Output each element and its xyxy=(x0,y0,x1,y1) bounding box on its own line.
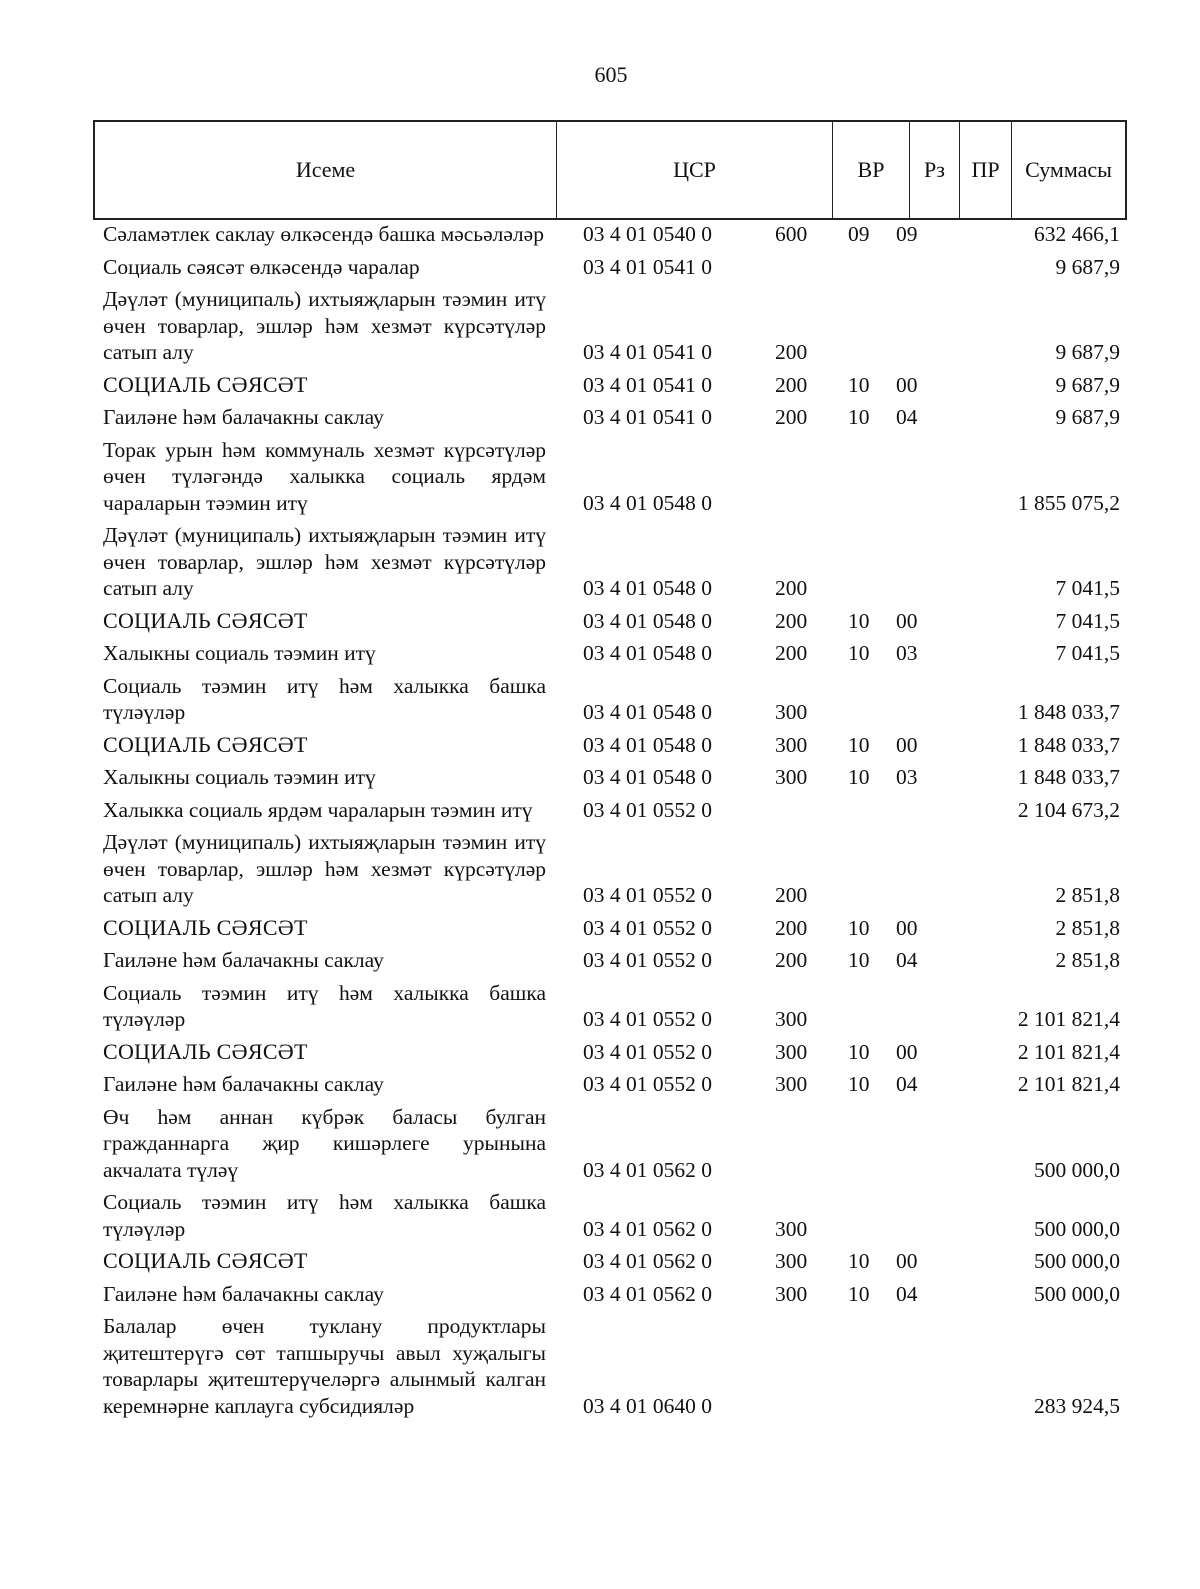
row-csr: 03 4 01 0541 0 xyxy=(583,372,712,397)
row-name: СОЦИАЛЬ СӘЯСӘТ xyxy=(103,1038,308,1064)
row-rz: 10 xyxy=(848,915,870,940)
row-csr: 03 4 01 0548 0 xyxy=(583,732,712,757)
table-row xyxy=(0,254,1200,281)
row-csr: 03 4 01 0548 0 xyxy=(583,608,712,633)
row-vr: 200 xyxy=(775,948,808,972)
row-csr: 03 4 01 0562 0 xyxy=(583,1157,712,1182)
row-rz: 10 xyxy=(848,608,870,633)
header-name: Исеме xyxy=(95,122,557,218)
row-rz: 10 xyxy=(848,1281,870,1306)
row-vr: 200 xyxy=(775,576,808,600)
row-rz: 09 xyxy=(848,222,870,246)
row-sum: 500 000,0 xyxy=(1034,1249,1120,1273)
row-csr: 03 4 01 0548 0 xyxy=(583,490,712,515)
table-header xyxy=(93,120,1127,220)
row-vr: 200 xyxy=(775,608,808,633)
table-row xyxy=(0,1189,1200,1242)
row-name: Дәүләт (муниципаль) ихтыяҗларын тәэмин итү өчен товарлар, эшләр һәм хезмәт күрсәтүләр сатып алу xyxy=(103,830,546,907)
row-name: Халыкны социаль тәэмин итү xyxy=(103,765,376,789)
row-csr: 03 4 01 0562 0 xyxy=(583,1281,712,1306)
table-row xyxy=(0,764,1200,791)
row-vr: 300 xyxy=(775,1249,808,1273)
row-pr: 04 xyxy=(896,948,918,972)
row-sum: 2 851,8 xyxy=(1055,883,1120,907)
row-csr: 03 4 01 0541 0 xyxy=(583,340,712,364)
row-pr: 03 xyxy=(896,641,918,665)
row-vr: 200 xyxy=(775,372,808,397)
table-row xyxy=(0,1281,1200,1308)
row-name: СОЦИАЛЬ СӘЯСӘТ xyxy=(103,914,308,940)
row-csr: 03 4 01 0562 0 xyxy=(583,1216,712,1241)
row-rz: 10 xyxy=(848,372,870,397)
row-pr: 00 xyxy=(896,608,918,633)
row-rz: 10 xyxy=(848,1072,870,1096)
row-rz: 10 xyxy=(848,732,870,757)
row-sum: 2 851,8 xyxy=(1055,948,1120,972)
row-vr: 300 xyxy=(775,1216,808,1241)
row-csr: 03 4 01 0548 0 xyxy=(583,765,712,789)
row-pr: 00 xyxy=(896,915,918,940)
table-row xyxy=(0,1071,1200,1098)
row-name: СОЦИАЛЬ СӘЯСӘТ xyxy=(103,731,308,757)
row-pr: 00 xyxy=(896,1249,918,1273)
table-row xyxy=(0,522,1200,602)
row-sum: 1 848 033,7 xyxy=(1017,700,1120,724)
row-sum: 7 041,5 xyxy=(1055,576,1120,600)
row-vr: 200 xyxy=(775,340,808,364)
row-csr: 03 4 01 0548 0 xyxy=(583,576,712,600)
table-row xyxy=(0,608,1200,635)
row-name: Дәүләт (муниципаль) ихтыяҗларын тәэмин итү өчен товарлар, эшләр һәм хезмәт күрсәтүләр сатып алу xyxy=(103,523,546,600)
row-csr: 03 4 01 0552 0 xyxy=(583,1072,712,1096)
row-name: Гаиләне һәм балачакны саклау xyxy=(103,1281,384,1306)
row-pr: 04 xyxy=(896,1072,918,1096)
page-number: 605 xyxy=(594,62,628,87)
row-name: Социаль тәэмин итү һәм халыкка башка түләүләр xyxy=(103,1190,546,1241)
row-vr: 300 xyxy=(775,1281,808,1306)
row-rz: 10 xyxy=(848,641,870,665)
row-name: Социаль сәясәт өлкәсендә чаралар xyxy=(103,254,420,279)
row-name: Социаль тәэмин итү һәм халыкка башка түләүләр xyxy=(103,980,546,1031)
table-row xyxy=(0,947,1200,974)
row-pr: 00 xyxy=(896,1039,918,1064)
table-row xyxy=(0,1039,1200,1066)
row-vr: 200 xyxy=(775,405,808,429)
row-sum: 9 687,9 xyxy=(1055,405,1120,429)
row-sum: 632 466,1 xyxy=(1034,222,1120,246)
row-sum: 500 000,0 xyxy=(1034,1281,1120,1306)
row-sum: 9 687,9 xyxy=(1055,372,1120,397)
row-vr: 300 xyxy=(775,700,808,724)
table-row xyxy=(0,1313,1200,1419)
table-row xyxy=(0,437,1200,517)
row-csr: 03 4 01 0540 0 xyxy=(583,222,712,246)
table-row xyxy=(0,732,1200,759)
header-sum: Суммасы xyxy=(1025,157,1112,182)
header-csr: ЦСР xyxy=(557,122,833,218)
row-rz: 10 xyxy=(848,405,870,429)
row-name: Социаль тәэмин итү һәм халыкка башка түләүләр xyxy=(103,673,546,724)
table-row xyxy=(0,404,1200,431)
row-rz: 10 xyxy=(848,765,870,789)
row-sum: 1 855 075,2 xyxy=(1017,490,1120,515)
row-sum: 2 104 673,2 xyxy=(1017,797,1120,822)
row-vr: 600 xyxy=(775,222,808,246)
row-vr: 300 xyxy=(775,1007,808,1031)
table-row xyxy=(0,829,1200,909)
row-name: Дәүләт (муниципаль) ихтыяҗларын тәэмин итү өчен товарлар, эшләр һәм хезмәт күрсәтүләр сатып алу xyxy=(103,287,546,364)
row-rz: 10 xyxy=(848,948,870,972)
row-vr: 200 xyxy=(775,641,808,665)
row-vr: 300 xyxy=(775,765,808,789)
row-name: Гаиләне һәм балачакны саклау xyxy=(103,1072,384,1096)
row-pr: 04 xyxy=(896,1281,918,1306)
row-sum: 9 687,9 xyxy=(1055,254,1120,279)
row-csr: 03 4 01 0552 0 xyxy=(583,915,712,940)
table-row xyxy=(0,286,1200,366)
row-csr: 03 4 01 0552 0 xyxy=(583,948,712,972)
row-name: СОЦИАЛЬ СӘЯСӘТ xyxy=(103,371,308,397)
row-sum: 500 000,0 xyxy=(1034,1157,1120,1182)
header-pr: ПР xyxy=(960,122,1012,218)
row-sum: 2 851,8 xyxy=(1055,915,1120,940)
row-csr: 03 4 01 0562 0 xyxy=(583,1249,712,1273)
row-vr: 300 xyxy=(775,1072,808,1096)
row-pr: 03 xyxy=(896,765,918,789)
table-row xyxy=(0,640,1200,667)
table-row xyxy=(0,980,1200,1033)
row-csr: 03 4 01 0552 0 xyxy=(583,883,712,907)
row-vr: 200 xyxy=(775,915,808,940)
table-row xyxy=(0,1104,1200,1184)
row-sum: 1 848 033,7 xyxy=(1017,765,1120,789)
table-row xyxy=(0,915,1200,942)
row-name: Гаиләне һәм балачакны саклау xyxy=(103,405,384,429)
row-pr: 00 xyxy=(896,732,918,757)
row-csr: 03 4 01 0552 0 xyxy=(583,1007,712,1031)
table-row xyxy=(0,1248,1200,1275)
row-rz: 10 xyxy=(848,1039,870,1064)
row-name: СОЦИАЛЬ СӘЯСӘТ xyxy=(103,607,308,633)
row-name: Торак урын һәм коммуналь хезмәт күрсәтүләр өчен түләгәндә халыкка социаль ярдәм чараларын тәэмин итү xyxy=(103,437,546,515)
row-vr: 300 xyxy=(775,732,808,757)
row-vr: 300 xyxy=(775,1039,808,1064)
row-name: СОЦИАЛЬ СӘЯСӘТ xyxy=(103,1248,308,1273)
table-row xyxy=(0,221,1200,248)
row-sum: 2 101 821,4 xyxy=(1017,1039,1120,1064)
row-name: Халыкка социаль ярдәм чараларын тәэмин итү xyxy=(103,797,533,822)
row-sum: 7 041,5 xyxy=(1055,641,1120,665)
row-csr: 03 4 01 0548 0 xyxy=(583,641,712,665)
row-sum: 500 000,0 xyxy=(1034,1216,1120,1241)
row-name: Сәламәтлек саклау өлкәсендә башка мәсьәләләр xyxy=(103,222,544,246)
table-row xyxy=(0,372,1200,399)
row-pr: 09 xyxy=(896,222,918,246)
row-name: Балалар өчен туклану продуктлары җитештерүгә сөт тапшыручы авыл хуҗалыгы товарлары җитештерүчеләргә алынмый калган керемнәрне каплауга субсидияләр xyxy=(103,1314,546,1418)
row-csr: 03 4 01 0541 0 xyxy=(583,254,712,279)
table-row xyxy=(0,673,1200,726)
row-csr: 03 4 01 0548 0 xyxy=(583,700,712,724)
row-name: Өч һәм аннан күбрәк баласы булган гражданнарга җир кишәрлеге урынына акчалата түләү xyxy=(103,1104,546,1182)
row-name: Халыкны социаль тәэмин итү xyxy=(103,641,376,665)
row-sum: 9 687,9 xyxy=(1055,340,1120,364)
row-csr: 03 4 01 0640 0 xyxy=(583,1393,712,1418)
row-name: Гаиләне һәм балачакны саклау xyxy=(103,948,384,972)
header-vr: ВР xyxy=(833,122,910,218)
row-rz: 10 xyxy=(848,1249,870,1273)
row-vr: 200 xyxy=(775,883,808,907)
row-sum: 7 041,5 xyxy=(1055,608,1120,633)
row-pr: 00 xyxy=(896,372,918,397)
row-sum: 2 101 821,4 xyxy=(1017,1072,1120,1096)
row-sum: 283 924,5 xyxy=(1034,1393,1120,1418)
header-rz: Рз xyxy=(910,122,960,218)
table-row xyxy=(0,797,1200,824)
row-pr: 04 xyxy=(896,405,918,429)
row-csr: 03 4 01 0541 0 xyxy=(583,405,712,429)
row-csr: 03 4 01 0552 0 xyxy=(583,797,712,822)
table-body xyxy=(0,221,1200,1425)
row-sum: 2 101 821,4 xyxy=(1017,1007,1120,1031)
row-sum: 1 848 033,7 xyxy=(1017,732,1120,757)
row-csr: 03 4 01 0552 0 xyxy=(583,1039,712,1064)
